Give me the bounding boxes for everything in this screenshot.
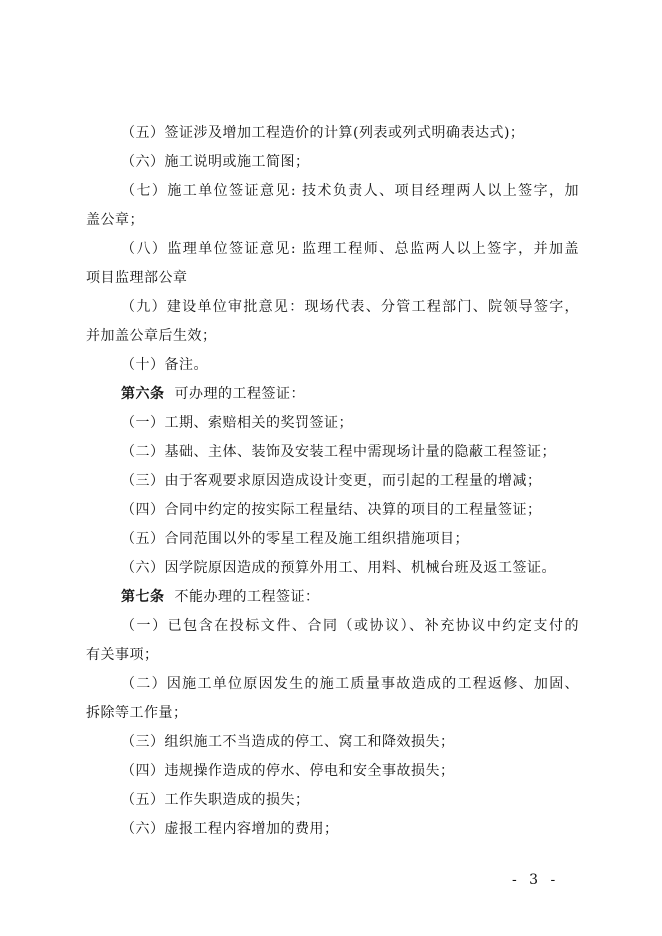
paragraph-line: 有关事项； <box>86 647 159 663</box>
paragraph-line: （六）施工说明或施工简图； <box>121 154 310 170</box>
paragraph-line: （一）工期、索赔相关的奖罚签证； <box>121 415 353 431</box>
page-number: - 3 - <box>512 872 560 888</box>
article-label: 第六条 <box>121 386 165 402</box>
paragraph-line: （二）因施工单位原因发生的施工质量事故造成的工程返修、加固、 <box>121 676 579 692</box>
paragraph-line: 项目监理部公章 <box>86 270 188 286</box>
paragraph-line: （八）监理单位签证意见: 监理工程师、总监两人以上签字，并加盖 <box>121 241 579 257</box>
paragraph-line: （九）建设单位审批意见：现场代表、分管工程部门、院领导签字， <box>121 299 579 315</box>
paragraph-line: 拆除等工作量； <box>86 705 188 721</box>
paragraph-line: （四）合同中约定的按实际工程量结、决算的项目的工程量签证； <box>121 502 542 518</box>
paragraph-line: （二）基础、主体、装饰及安装工程中需现场计量的隐蔽工程签证； <box>121 444 556 460</box>
paragraph-line: 并加盖公章后生效； <box>86 328 217 344</box>
paragraph-line: （三）组织施工不当造成的停工、窝工和降效损失； <box>121 734 455 750</box>
paragraph-line: （四）违规操作造成的停水、停电和安全事故损失； <box>121 763 455 779</box>
paragraph-line: （六）因学院原因造成的预算外用工、用料、机械台班及返工签证。 <box>121 560 556 576</box>
article-title: 可办理的工程签证： <box>174 386 305 402</box>
article-title: 不能办理的工程签证： <box>174 589 320 605</box>
paragraph-line: （五）合同范围以外的零星工程及施工组织措施项目； <box>121 531 469 547</box>
article-heading <box>121 385 305 403</box>
article-heading <box>121 588 320 606</box>
paragraph-line: （一）已包含在投标文件、合同（或协议）、补充协议中约定支付的 <box>121 618 579 634</box>
article-label: 第七条 <box>121 589 165 605</box>
paragraph-line: （十）备注。 <box>121 357 208 373</box>
paragraph-line: 盖公章； <box>86 212 144 228</box>
paragraph-line: （三）由于客观要求原因造成设计变更，而引起的工程量的增减； <box>121 473 542 489</box>
paragraph-line: （六）虚报工程内容增加的费用； <box>121 821 339 837</box>
paragraph-line: （五）工作失职造成的损失； <box>121 792 310 808</box>
paragraph-line: （七）施工单位签证意见: 技术负责人、项目经理两人以上签字，加 <box>121 183 579 199</box>
paragraph-line: （五）签证涉及增加工程造价的计算(列表或列式明确表达式)； <box>121 125 525 141</box>
